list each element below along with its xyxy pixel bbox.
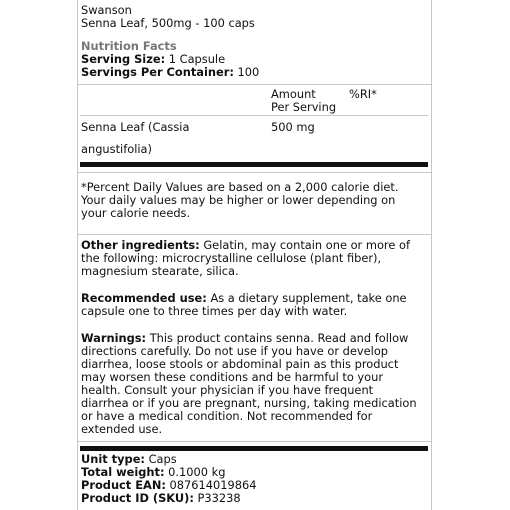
servings-per-container: Servings Per Container: 100 xyxy=(81,65,260,79)
product-name: Senna Leaf, 500mg - 100 caps xyxy=(81,16,255,30)
thick-divider xyxy=(80,446,428,451)
recommended-use: Recommended use: As a dietary supplement, take one capsule one to three times per day with water. xyxy=(81,291,407,318)
nutrition-facts-heading: Nutrition Facts xyxy=(81,39,177,53)
total-weight: Total weight: 0.1000 kg xyxy=(81,465,226,479)
daily-values-footnote: *Percent Daily Values are based on a 2,000 calorie diet. Your daily values may be higher or lower depending on your calorie needs. xyxy=(81,180,399,220)
product-sku: Product ID (SKU): P33238 xyxy=(81,491,241,505)
other-ingredients: Other ingredients: Gelatin, may contain one or more of the following: microcrystalline cellulose (plant fiber), magnesium stearate, silica. xyxy=(81,238,410,278)
column-per-serving: Per Serving xyxy=(271,100,337,114)
ingredient-name-line1: Senna Leaf (Cassia xyxy=(81,120,190,134)
brand-name: Swanson xyxy=(81,3,132,17)
divider xyxy=(77,234,431,235)
column-ri: %RI* xyxy=(349,87,377,101)
warnings: Warnings: This product contains senna. Read and follow directions carefully. Do not use if you have or develop diarrhea, loose stools or abdominal pain as this product may worsen these conditions and be harmful to your health. Consult your physician if you have frequent diarrhea or if you are pregnant, nursing, taking medication or have a medical condition. Not recommended for extended use. xyxy=(81,331,417,436)
thick-divider xyxy=(80,162,428,167)
serving-size: Serving Size: 1 Capsule xyxy=(81,52,226,66)
divider xyxy=(77,172,431,173)
ingredient-name-line2: angustifolia) xyxy=(81,142,152,156)
product-ean: Product EAN: 087614019864 xyxy=(81,478,257,492)
ingredient-amount: 500 mg xyxy=(271,120,315,134)
divider xyxy=(77,441,431,442)
table-header-divider xyxy=(80,115,428,116)
unit-type: Unit type: Caps xyxy=(81,452,177,466)
divider xyxy=(77,84,431,85)
column-amount: Amount xyxy=(271,87,316,101)
